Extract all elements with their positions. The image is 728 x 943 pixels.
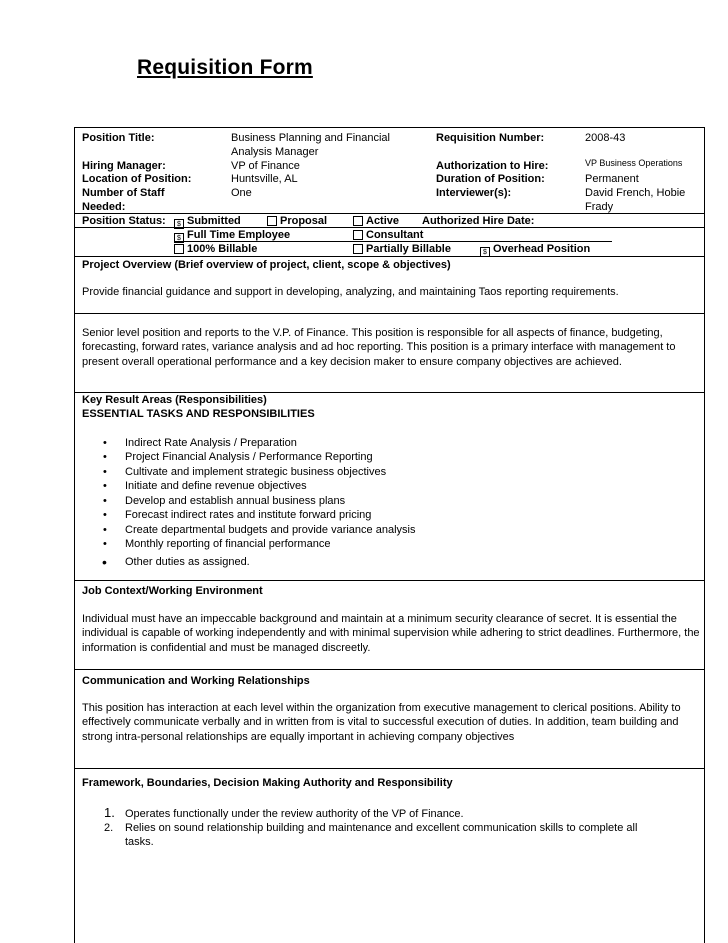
bullet-icon: • — [103, 524, 107, 536]
position-status-label: Position Status: — [82, 215, 166, 227]
status-proposal[interactable]: Proposal — [267, 215, 327, 227]
list-item: Relies on sound relationship building and maintenance and excellent communication skills to complete all — [125, 822, 638, 834]
context-text: Individual must have an impeccable background and maintain at a minimum security clearance of secret. It is essential the individual is capable of working independently and with minimal supervision while adhering to strict deadlines. Furthermore, the information is confidential and must be managed discreetly. — [82, 613, 700, 654]
checkbox-icon — [267, 216, 277, 226]
bullet-icon: • — [102, 554, 107, 570]
authorization-label: Authorization to Hire: — [436, 160, 549, 172]
position-title-value-line1: Business Planning and Financial — [231, 132, 390, 144]
authorized-hire-date-label: Authorized Hire Date: — [422, 215, 535, 227]
staff-label: Number of Staff — [82, 187, 165, 199]
bullet-icon: • — [103, 437, 107, 449]
location-value: Huntsville, AL — [231, 173, 298, 185]
requisition-form — [74, 127, 705, 943]
bullet-icon: • — [103, 451, 107, 463]
checkbox-icon — [174, 244, 184, 254]
list-item-continued: tasks. — [125, 836, 154, 848]
kra-heading: Key Result Areas (Responsibilities) — [82, 394, 267, 406]
duration-label: Duration of Position: — [436, 173, 545, 185]
list-item: Indirect Rate Analysis / Preparation — [125, 437, 297, 449]
status-billable[interactable]: 100% Billable — [174, 243, 257, 255]
overview-description: Senior level position and reports to the V.P. of Finance. This position is responsible for all aspects of finance, budgeting, forecasting, forward rates, variance analysis and ad hoc reporting. This position is a primary interface with management to present overall operational performance and a key decision maker to ensure company objectives are achieved. — [82, 327, 676, 368]
list-item: Forecast indirect rates and institute forward pricing — [125, 509, 372, 521]
list-item: Create departmental budgets and provide variance analysis — [125, 524, 416, 536]
status-partially-billable[interactable]: Partially Billable — [353, 243, 451, 255]
divider — [75, 669, 704, 670]
communication-heading: Communication and Working Relationships — [82, 675, 310, 687]
list-item: Develop and establish annual business plans — [125, 495, 346, 507]
divider — [75, 392, 704, 393]
list-item: Cultivate and implement strategic business objectives — [125, 466, 387, 478]
page-title: Requisition Form — [137, 56, 313, 79]
bullet-icon: • — [103, 466, 107, 478]
status-active[interactable]: Active — [353, 215, 399, 227]
needed-label: Needed: — [82, 201, 126, 213]
requisition-number-label: Requisition Number: — [436, 132, 545, 144]
requisition-number-value: 2008-43 — [585, 132, 626, 144]
list-item: Monthly reporting of financial performance — [125, 538, 331, 550]
status-submitted[interactable]: $ Submitted — [174, 215, 241, 229]
divider — [174, 241, 612, 242]
communication-text: This position has interaction at each level within the organization from executive management to clerical positions. Ability to effectively communicate verbally and in written from is vital to successful execution of duties. In addition, team building and strong intra-personal relationships are equally important in achieving company objectives — [82, 702, 681, 743]
interviewers-value-line2: Frady — [585, 201, 614, 213]
interviewers-value-line1: David French, Hobie — [585, 187, 686, 199]
list-item: Initiate and define revenue objectives — [125, 480, 307, 492]
divider — [75, 580, 704, 581]
bullet-icon: • — [103, 495, 107, 507]
checkbox-checked-icon: $ — [174, 219, 184, 229]
list-item: Other duties as assigned. — [125, 556, 250, 568]
interviewers-label: Interviewer(s): — [436, 187, 512, 199]
status-overhead[interactable]: $ Overhead Position — [480, 243, 590, 257]
bullet-icon: • — [103, 509, 107, 521]
checkbox-icon — [353, 216, 363, 226]
location-label: Location of Position: — [82, 173, 192, 185]
context-heading: Job Context/Working Environment — [82, 585, 263, 597]
list-item: Project Financial Analysis / Performance Reporting — [125, 451, 373, 463]
checkbox-checked-icon: $ — [174, 233, 184, 243]
overview-heading: Project Overview (Brief overview of project, client, scope & objectives) — [82, 259, 451, 271]
list-number: 2. — [104, 822, 114, 834]
status-consultant[interactable]: Consultant — [353, 229, 423, 241]
staff-value: One — [231, 187, 252, 199]
list-item: Operates functionally under the review authority of the VP of Finance. — [125, 808, 464, 820]
bullet-icon: • — [103, 538, 107, 550]
checkbox-icon — [353, 244, 363, 254]
overview-text: Provide financial guidance and support in developing, analyzing, and maintaining Taos reporting requirements. — [82, 286, 619, 298]
position-title-label: Position Title: — [82, 132, 155, 144]
position-title-value-line2: Analysis Manager — [231, 146, 319, 158]
list-number: 1. — [104, 805, 115, 820]
bullet-icon: • — [103, 480, 107, 492]
divider — [75, 227, 704, 228]
authorization-value: VP Business Operations — [585, 158, 683, 168]
divider — [75, 256, 704, 257]
divider — [75, 213, 704, 214]
status-full-time[interactable]: $ Full Time Employee — [174, 229, 290, 243]
divider — [75, 768, 704, 769]
kra-subheading: ESSENTIAL TASKS AND RESPONSIBILITIES — [82, 408, 315, 420]
hiring-manager-value: VP of Finance — [231, 160, 300, 172]
checkbox-checked-icon: $ — [480, 247, 490, 257]
framework-heading: Framework, Boundaries, Decision Making Authority and Responsibility — [82, 777, 453, 789]
divider — [75, 313, 704, 314]
hiring-manager-label: Hiring Manager: — [82, 160, 166, 172]
duration-value: Permanent — [585, 173, 639, 185]
checkbox-icon — [353, 230, 363, 240]
